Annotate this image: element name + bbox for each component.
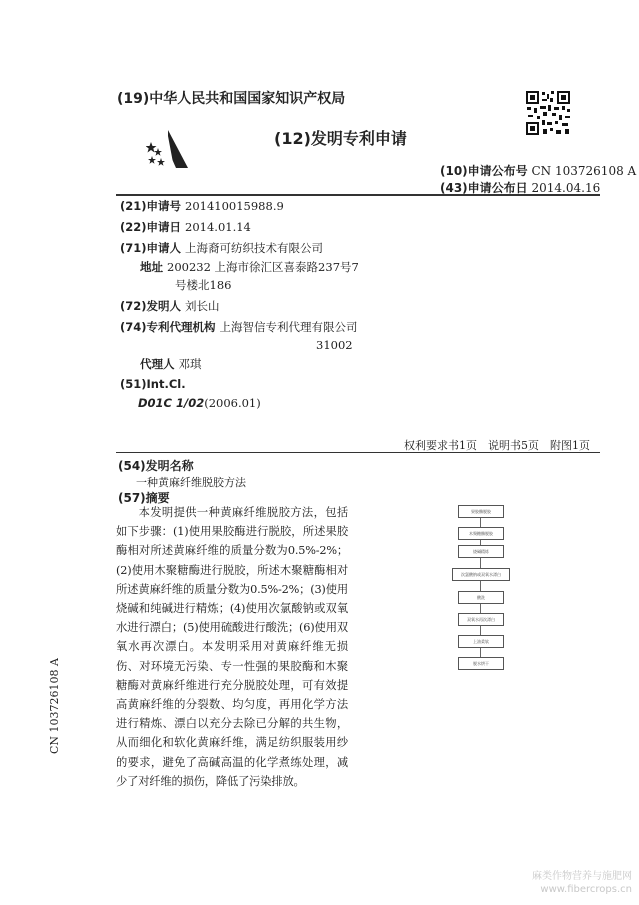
pages-rule: [116, 452, 600, 453]
flowchart-step: 果胶酶脱胶: [458, 505, 504, 518]
field-application-number: (21)申请号 201410015988.9: [120, 199, 284, 213]
document-type: (12)发明专利申请: [274, 129, 407, 148]
side-publication-number: CN 103726108 A: [48, 658, 61, 754]
field-applicant: (71)申请人 上海裔可纺织技术有限公司: [120, 241, 324, 255]
invention-title: 一种黄麻纤维脱胶方法: [136, 476, 246, 489]
flowchart-connector: [480, 518, 481, 527]
field-int-cl: (51)Int.Cl.: [120, 377, 186, 391]
field-address-cont: 号楼北186: [175, 278, 232, 292]
publication-number-value: CN 103726108 A: [531, 164, 637, 178]
flowchart-connector: [480, 604, 481, 613]
abstract-text-block: [116, 503, 348, 791]
flowchart-step: 次氯酸钠或双氧水漂白: [452, 568, 510, 581]
publication-number: [440, 162, 636, 179]
flowchart-step: 酸洗: [458, 591, 504, 604]
abstract-label: (57)摘要: [118, 491, 170, 505]
field-agent: 代理人 邓琪: [140, 357, 202, 371]
qr-code-icon: [525, 90, 571, 136]
header-rule: [116, 194, 600, 196]
abstract-paragraph: 本发明提供一种黄麻纤维脱胶方法，包括如下步骤：(1)使用果胶酶进行脱胶，所述果胶酶相对所述黄麻纤维的质量分数为0.5%-2%；(2)使用木聚糖酶进行脱胶，所述木聚糖酶相对所述黄麻纤维的质量分数为0.5%-2%；(3)使用烧碱和纯碱进行精炼；(4)使用次氯酸钠或双氧水进行漂白；(5)使用硫酸进行酸洗；(6)使用双氧水再次漂白。本发明采用对黄麻纤维无损伤、对环境无污染、专一性强的果胶酶和木聚糖酶对黄麻纤维进行充分脱胶处理，可有效提高黄麻纤维的分裂数、均匀度，再用化学方法进行精炼、漂白以充分去除已分解的共生物，从而细化和软化黄麻纤维，满足纺织服装用纱的要求，避免了高碱高温的化学煮练处理，减少了对纤维的损伤，降低了污染排放。: [116, 506, 348, 788]
flowchart-step: 木聚糖酶脱胶: [458, 527, 504, 540]
field-patent-agency: (74)专利代理机构 上海智信专利代理有限公司: [120, 320, 358, 334]
flowchart-step: 脱水烘干: [458, 657, 504, 670]
publication-number-label: (10)申请公布号: [440, 164, 528, 178]
field-application-date: (22)申请日 2014.01.14: [120, 220, 251, 234]
flowchart-step: 双氧水再次漂白: [458, 613, 504, 626]
flowchart-connector: [480, 648, 481, 657]
field-address: 地址 200232 上海市徐汇区喜泰路237号7: [140, 260, 359, 274]
flowchart-step: 上油柔软: [458, 635, 504, 648]
cnipa-logo-icon: [146, 128, 190, 172]
field-inventor: (72)发明人 刘长山: [120, 299, 220, 313]
flowchart-step: 烧碱精炼: [458, 545, 504, 558]
flowchart-connector: [480, 558, 481, 568]
authority-title: (19)中华人民共和国国家知识产权局: [117, 91, 346, 107]
field-classification: D01C 1/02(2006.01): [138, 396, 261, 410]
invention-name-label: (54)发明名称: [118, 459, 194, 473]
pages-info: 权利要求书1页 说明书5页 附图1页: [404, 439, 590, 452]
watermark: 麻类作物营养与施肥网 www.fibercrops.cn: [532, 871, 632, 895]
flowchart-connector: [480, 581, 481, 591]
publication-date-label: (43)申请公布日: [440, 181, 528, 195]
field-agency-code: 31002: [316, 338, 353, 352]
flowchart-connector: [480, 626, 481, 635]
publication-date-value: 2014.04.16: [531, 181, 601, 195]
